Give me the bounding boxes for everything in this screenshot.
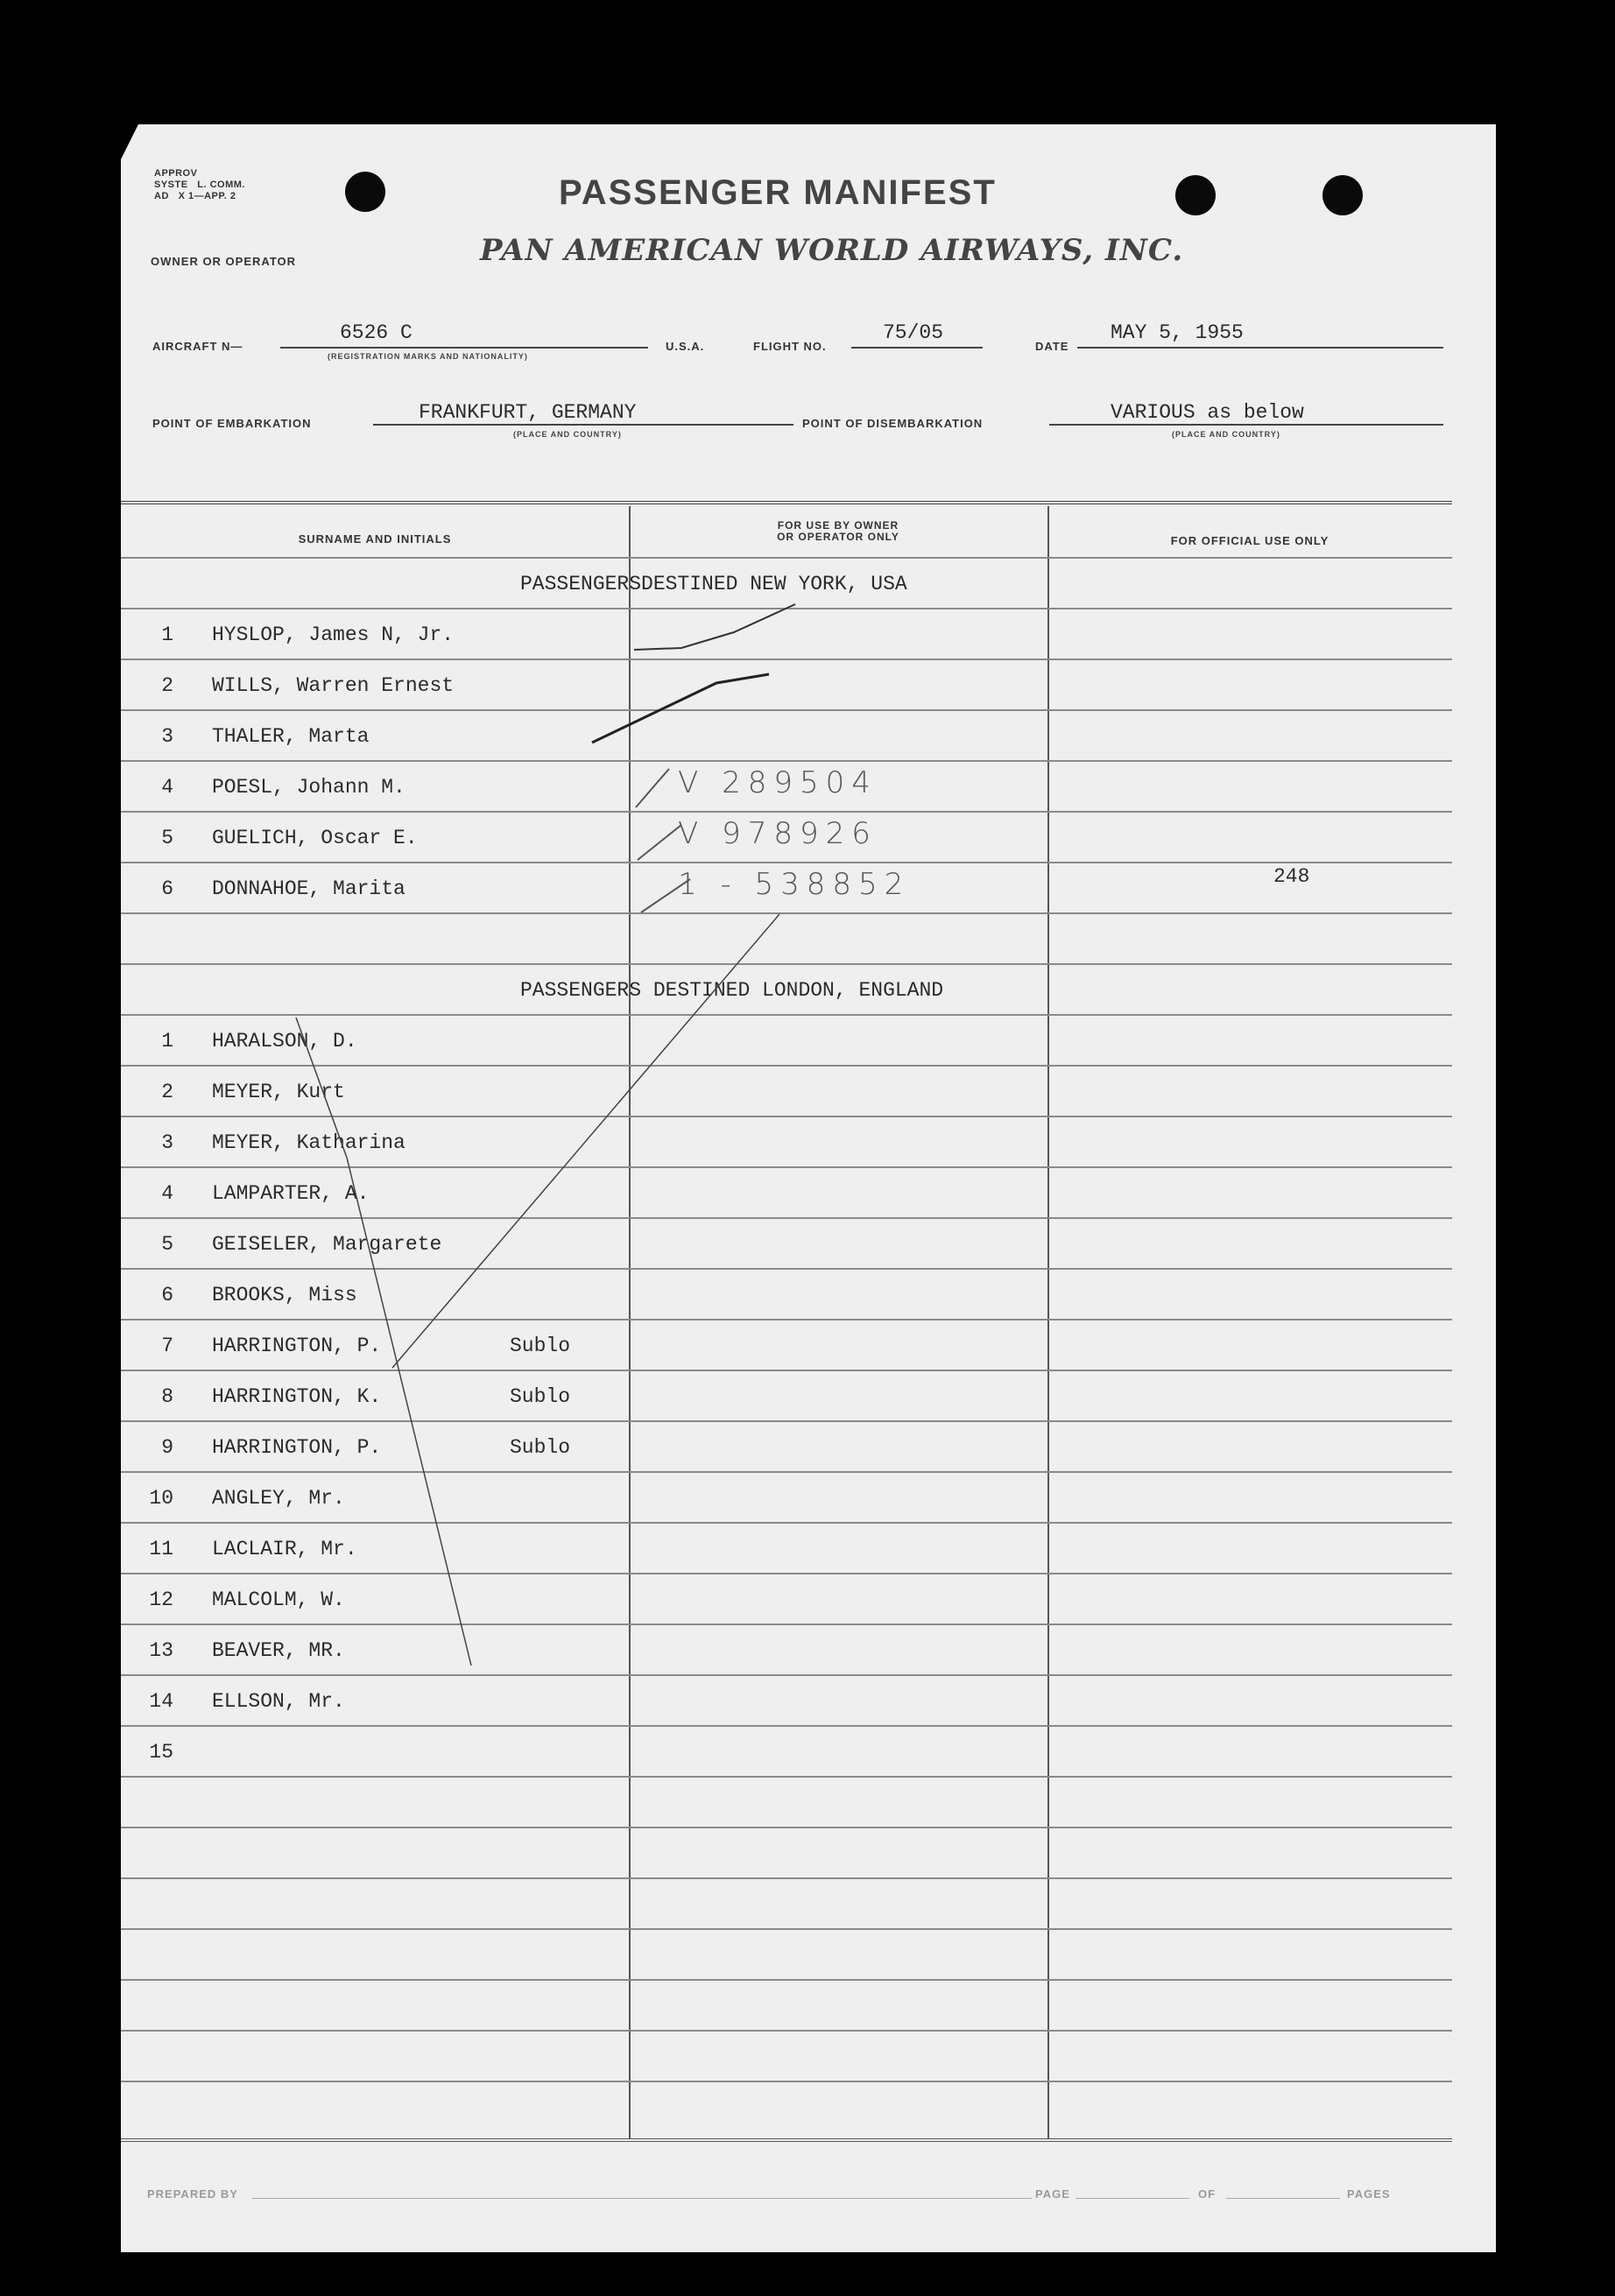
passenger-name: LAMPARTER, A. — [212, 1182, 370, 1205]
flight-label: FLIGHT NO. — [753, 340, 827, 353]
row-rule — [121, 659, 1452, 660]
passenger-number: 14 — [149, 1690, 173, 1713]
registration-sublabel: (REGISTRATION MARKS AND NATIONALITY) — [328, 352, 528, 361]
row-rule — [121, 912, 1452, 914]
date-value: MAY 5, 1955 — [1111, 321, 1244, 344]
passenger-number: 2 — [161, 1081, 173, 1103]
passenger-name: POESL, Johann M. — [212, 776, 406, 799]
prepared-by-label: PREPARED BY — [147, 2187, 238, 2201]
row-rule — [121, 1623, 1452, 1625]
owner-use-line-1: FOR USE BY OWNER — [777, 519, 899, 532]
row-rule — [121, 1725, 1452, 1727]
passenger-name: HYSLOP, James N, Jr. — [212, 623, 455, 646]
passenger-number: 8 — [161, 1385, 173, 1408]
row-rule — [121, 811, 1452, 813]
row-rule — [121, 1166, 1452, 1168]
passenger-number: 7 — [161, 1335, 173, 1357]
passenger-name: BEAVER, MR. — [212, 1639, 345, 1662]
row-rule — [121, 1573, 1452, 1574]
row-rule — [121, 760, 1452, 762]
passenger-number: 4 — [161, 1182, 173, 1205]
row-rule — [121, 557, 1452, 559]
section-heading: PASSENGERSDESTINED NEW YORK, USA — [520, 573, 907, 595]
row-rule — [121, 709, 1452, 711]
row-rule — [121, 1776, 1452, 1778]
passenger-number: 2 — [161, 674, 173, 697]
row-rule — [121, 1116, 1452, 1117]
column-header-surname: SURNAME AND INITIALS — [298, 532, 452, 546]
disembarkation-sublabel: (PLACE AND COUNTRY) — [1172, 430, 1280, 439]
row-rule — [121, 2030, 1452, 2032]
row-rule — [121, 1014, 1452, 1016]
usa-label: U.S.A. — [666, 340, 705, 353]
page-label: PAGE — [1035, 2187, 1070, 2201]
row-rule — [121, 1065, 1452, 1067]
handwritten-number: V 978926 — [678, 816, 878, 851]
passenger-name: MEYER, Kurt — [212, 1081, 345, 1103]
passenger-note: Sublo — [510, 1385, 571, 1408]
passenger-name: HARRINGTON, P. — [212, 1436, 382, 1459]
row-rule — [121, 1522, 1452, 1524]
passenger-name: BROOKS, Miss — [212, 1284, 357, 1306]
passenger-number: 11 — [149, 1538, 173, 1560]
row-rule — [121, 1928, 1452, 1930]
manifest-page — [121, 124, 1496, 2252]
passenger-name: ANGLEY, Mr. — [212, 1487, 345, 1510]
prepared-by-underline — [252, 2198, 1032, 2199]
of-underline — [1226, 2198, 1340, 2199]
passenger-number: 10 — [149, 1487, 173, 1510]
passenger-number: 5 — [161, 827, 173, 849]
disembarkation-value: VARIOUS as below — [1111, 401, 1304, 424]
passenger-name: LACLAIR, Mr. — [212, 1538, 357, 1560]
passenger-name: HARRINGTON, P. — [212, 1335, 382, 1357]
disembarkation-label: POINT OF DISEMBARKATION — [802, 417, 984, 430]
pages-label: PAGES — [1347, 2187, 1391, 2201]
row-rule — [121, 1217, 1452, 1219]
embarkation-label: POINT OF EMBARKATION — [152, 417, 312, 430]
row-rule — [121, 2081, 1452, 2082]
passenger-name: MEYER, Katharina — [212, 1131, 406, 1154]
passenger-note: Sublo — [510, 1436, 571, 1459]
passenger-name: GUELICH, Oscar E. — [212, 827, 418, 849]
official-note: 248 — [1273, 865, 1310, 888]
passenger-number: 15 — [149, 1741, 173, 1764]
embarkation-value: FRANKFURT, GERMANY — [419, 401, 637, 424]
table-bottom-rule — [121, 2138, 1452, 2142]
aircraft-label: AIRCRAFT N— — [152, 340, 243, 353]
approval-block: APPROV SYSTE L. COMM. AD X 1—APP. 2 — [154, 168, 245, 201]
page-title: PASSENGER MANIFEST — [559, 173, 997, 212]
passenger-number: 3 — [161, 725, 173, 748]
passenger-name: HARRINGTON, K. — [212, 1385, 382, 1408]
passenger-name: WILLS, Warren Ernest — [212, 674, 455, 697]
passenger-name: MALCOLM, W. — [212, 1588, 345, 1611]
passenger-name: GEISELER, Margarete — [212, 1233, 442, 1256]
passenger-number: 1 — [161, 623, 173, 646]
section-heading: PASSENGERS DESTINED LONDON, ENGLAND — [520, 979, 944, 1002]
operator-name: PAN AMERICAN WORLD AIRWAYS, INC. — [480, 233, 1184, 268]
column-header-official-use: FOR OFFICIAL USE ONLY — [1170, 534, 1329, 547]
row-rule — [121, 1268, 1452, 1270]
handwritten-number: 1 - 538852 — [678, 867, 911, 902]
passenger-name: DONNAHOE, Marita — [212, 877, 406, 900]
row-rule — [121, 1827, 1452, 1828]
row-rule — [121, 1319, 1452, 1321]
passenger-name: ELLSON, Mr. — [212, 1690, 345, 1713]
row-rule — [121, 1979, 1452, 1981]
passenger-name: THALER, Marta — [212, 725, 370, 748]
page-underline — [1075, 2198, 1189, 2199]
of-label: OF — [1198, 2187, 1217, 2201]
embarkation-sublabel: (PLACE AND COUNTRY) — [513, 430, 622, 439]
row-rule — [121, 1877, 1452, 1879]
row-rule — [121, 1370, 1452, 1371]
row-rule — [121, 1420, 1452, 1422]
owner-operator-label: OWNER OR OPERATOR — [151, 255, 297, 268]
passenger-number: 6 — [161, 877, 173, 900]
passenger-number: 6 — [161, 1284, 173, 1306]
passenger-number: 12 — [149, 1588, 173, 1611]
passenger-number: 3 — [161, 1131, 173, 1154]
row-rule — [121, 963, 1452, 965]
handwritten-number: V 289504 — [678, 765, 878, 800]
row-rule — [121, 862, 1452, 863]
row-rule — [121, 1674, 1452, 1676]
passenger-number: 1 — [161, 1030, 173, 1053]
manifest-table — [121, 124, 1496, 2252]
passenger-number: 5 — [161, 1233, 173, 1256]
passenger-number: 4 — [161, 776, 173, 799]
passenger-note: Sublo — [510, 1335, 571, 1357]
row-rule — [121, 1471, 1452, 1473]
passenger-number: 9 — [161, 1436, 173, 1459]
passenger-name: HARALSON, D. — [212, 1030, 357, 1053]
row-rule — [121, 608, 1452, 609]
date-label: DATE — [1035, 340, 1069, 353]
aircraft-value: 6526 C — [340, 321, 413, 344]
flight-value: 75/05 — [883, 321, 944, 344]
passenger-number: 13 — [149, 1639, 173, 1662]
owner-use-line-2: OR OPERATOR ONLY — [777, 531, 899, 543]
